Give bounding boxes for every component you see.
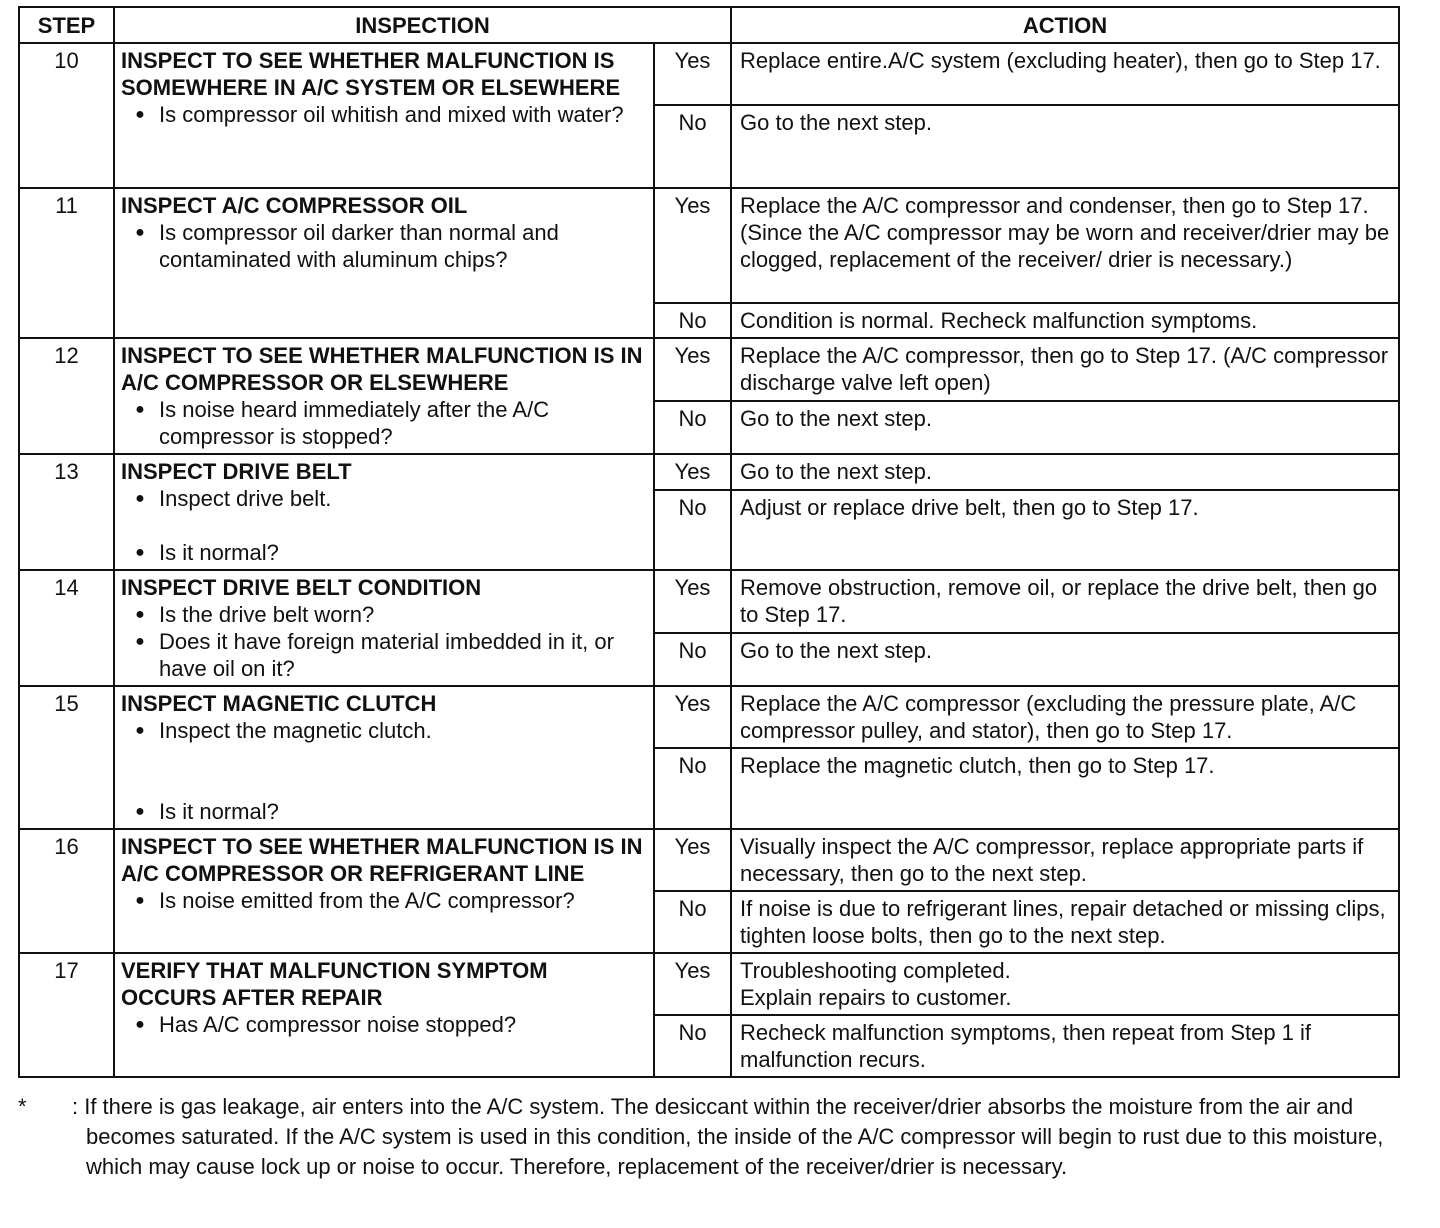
bullet-icon: ●	[135, 544, 145, 561]
yes-action: Visually inspect the A/C compressor, replace appropriate parts if necessary, then go to the next step.	[731, 829, 1399, 891]
troubleshooting-table	[18, 6, 1400, 1078]
inspection-bullet: ● Is noise emitted from the A/C compressor?	[121, 887, 647, 914]
footnote-marker: *	[18, 1094, 27, 1119]
yes-action	[731, 953, 1399, 1015]
yes-label: Yes	[654, 570, 731, 633]
footnote-text: : If there is gas leakage, air enters into the A/C system. The desiccant within the receiver/drier absorbs the moisture from the air and becomes saturated. If the A/C system is used in this condition, the inside of the A/C compressor will begin to rust due to this moisture, which may cause lock up or noise to occur. Therefore, replacement of the receiver/drier is necessary.	[72, 1094, 1384, 1179]
inspection-bullet: ● Is it normal?	[121, 798, 647, 825]
yes-action: Go to the next step.	[731, 454, 1399, 490]
no-action: Replace the magnetic clutch, then go to Step 17.	[731, 748, 1399, 829]
inspection-cell	[114, 953, 654, 1077]
inspection-bullet: ● Is compressor oil darker than normal and contaminated with aluminum chips?	[121, 219, 647, 273]
bullet-icon: ●	[135, 892, 145, 909]
bullet-icon: ●	[135, 490, 145, 507]
table-row	[19, 570, 1399, 633]
no-label: No	[654, 490, 731, 570]
inspection-cell	[114, 570, 654, 686]
bullet-icon: ●	[135, 606, 145, 623]
step-number: 11	[19, 188, 114, 338]
no-action: Go to the next step.	[731, 633, 1399, 686]
yes-label: Yes	[654, 43, 731, 105]
no-label: No	[654, 891, 731, 953]
bullet-icon: ●	[135, 1016, 145, 1033]
no-action: Adjust or replace drive belt, then go to Step 17.	[731, 490, 1399, 570]
bullet-icon: ●	[135, 401, 145, 418]
step-header: STEP	[19, 7, 114, 43]
bullet-icon: ●	[135, 106, 145, 123]
no-action: Go to the next step.	[731, 105, 1399, 188]
inspection-title: INSPECT DRIVE BELT CONDITION	[121, 575, 482, 600]
inspection-bullet: ● Has A/C compressor noise stopped?	[121, 1011, 647, 1038]
yes-action: Replace the A/C compressor, then go to Step 17. (A/C compressor discharge valve left open)	[731, 338, 1399, 401]
no-action: If noise is due to refrigerant lines, repair detached or missing clips, tighten loose bolts, then go to the next step.	[731, 891, 1399, 953]
no-label: No	[654, 401, 731, 454]
inspection-title: INSPECT TO SEE WHETHER MALFUNCTION IS IN A/C COMPRESSOR OR REFRIGERANT LINE	[121, 834, 643, 886]
no-label: No	[654, 748, 731, 829]
step-number: 12	[19, 338, 114, 454]
step-number: 17	[19, 953, 114, 1077]
inspection-title: INSPECT DRIVE BELT	[121, 459, 352, 484]
inspection-cell	[114, 188, 654, 338]
no-action: Recheck malfunction symptoms, then repeat from Step 1 if malfunction recurs.	[731, 1015, 1399, 1077]
table-row	[19, 829, 1399, 891]
table-row	[19, 43, 1399, 105]
bullet-icon: ●	[135, 633, 145, 650]
step-number: 15	[19, 686, 114, 829]
table-row	[19, 953, 1399, 1015]
yes-action: Remove obstruction, remove oil, or replace the drive belt, then go to Step 17.	[731, 570, 1399, 633]
inspection-cell	[114, 338, 654, 454]
yes-label: Yes	[654, 338, 731, 401]
yes-action: Replace the A/C compressor and condenser, then go to Step 17. (Since the A/C compressor may be worn and receiver/drier may be clogged, replacement of the receiver/ drier is necessary.)	[731, 188, 1399, 303]
bullet-icon: ●	[135, 224, 145, 241]
table-row	[19, 188, 1399, 303]
table-row	[19, 686, 1399, 748]
inspection-bullet: ● Is noise heard immediately after the A/C compressor is stopped?	[121, 396, 647, 450]
inspection-title: INSPECT TO SEE WHETHER MALFUNCTION IS IN A/C COMPRESSOR OR ELSEWHERE	[121, 343, 643, 395]
yes-label: Yes	[654, 454, 731, 490]
table-row	[19, 338, 1399, 401]
yes-label: Yes	[654, 829, 731, 891]
no-action: Condition is normal. Recheck malfunction symptoms.	[731, 303, 1399, 338]
inspection-bullet: ● Does it have foreign material imbedded in it, or have oil on it?	[121, 628, 647, 682]
yes-action-line: Troubleshooting completed.	[740, 958, 1011, 983]
bullet-icon: ●	[135, 803, 145, 820]
inspection-title: INSPECT MAGNETIC CLUTCH	[121, 691, 437, 716]
action-header: ACTION	[731, 7, 1399, 43]
table-row	[19, 454, 1399, 490]
inspection-cell	[114, 829, 654, 953]
inspection-bullet: ● Is it normal?	[121, 539, 647, 566]
header-row	[19, 7, 1399, 43]
yes-action: Replace entire.A/C system (excluding heater), then go to Step 17.	[731, 43, 1399, 105]
bullet-icon: ●	[135, 722, 145, 739]
no-label: No	[654, 105, 731, 188]
step-number: 14	[19, 570, 114, 686]
no-label: No	[654, 633, 731, 686]
inspection-cell	[114, 43, 654, 188]
inspection-cell	[114, 686, 654, 829]
inspection-bullet: ● Inspect the magnetic clutch.	[121, 717, 647, 744]
no-label: No	[654, 303, 731, 338]
yes-label: Yes	[654, 188, 731, 303]
yes-action: Replace the A/C compressor (excluding the pressure plate, A/C compressor pulley, and stator), then go to Step 17.	[731, 686, 1399, 748]
yes-action-line: Explain repairs to customer.	[740, 985, 1012, 1010]
yes-label: Yes	[654, 686, 731, 748]
inspection-cell	[114, 454, 654, 570]
no-label: No	[654, 1015, 731, 1077]
no-action: Go to the next step.	[731, 401, 1399, 454]
inspection-bullet: ● Is the drive belt worn?	[121, 601, 647, 628]
inspection-bullet: ● Is compressor oil whitish and mixed with water?	[121, 101, 647, 128]
inspection-title: INSPECT A/C COMPRESSOR OIL	[121, 193, 468, 218]
inspection-title: VERIFY THAT MALFUNCTION SYMPTOM OCCURS AFTER REPAIR	[121, 958, 548, 1010]
inspection-bullet: ● Inspect drive belt.	[121, 485, 647, 512]
step-number: 16	[19, 829, 114, 953]
footnote	[18, 1092, 1418, 1182]
inspection-title: INSPECT TO SEE WHETHER MALFUNCTION IS SOMEWHERE IN A/C SYSTEM OR ELSEWHERE	[121, 48, 621, 100]
step-number: 10	[19, 43, 114, 188]
step-number: 13	[19, 454, 114, 570]
inspection-header: INSPECTION	[114, 7, 731, 43]
yes-label: Yes	[654, 953, 731, 1015]
